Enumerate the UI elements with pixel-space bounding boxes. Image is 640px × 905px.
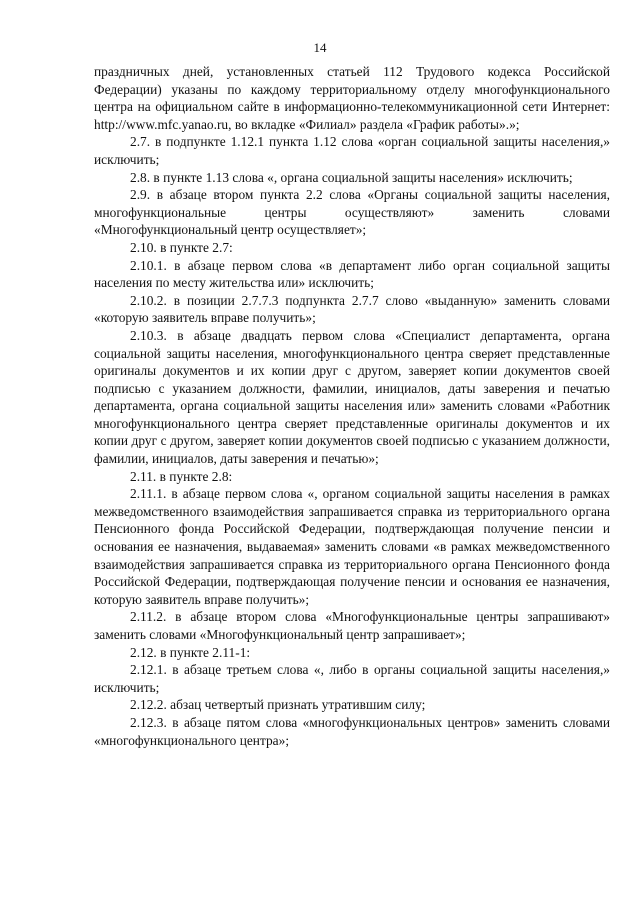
paragraph-2-11-1: 2.11.1. в абзаце первом слова «, органом социальной защиты населения в рамках межведомственного взаимодействия запрашивается справка из территориального органа Пенсионного фонда Российской Федерации, подтверждающая получение пенсии и основания ее назначения, выдаваемая» заменить словами «в рамках межведомственного взаимодействия запрашивается справка из территориального органа Пенсионного фонда Российской Федерации, подтверждающая получение пенсии и основания ее назначения, которую заявитель вправе получить»;: [94, 486, 610, 607]
paragraph-continuation: праздничных дней, установленных статьей 112 Трудового кодекса Российской Федерации) указаны по каждому территориальному отделу многофункционального центра на официальном сайте в информационно-телекоммуникационной сети Интернет: http://www.mfc.yanao.ru, во вкладке «Филиал» раздела «График работы».»;: [94, 64, 610, 132]
paragraph-2-10-3: 2.10.3. в абзаце двадцать первом слова «Специалист департамента, органа социальной защиты населения, многофункционального центра сверяет представленные оригиналы документов и их копии друг с другом, заверяет копии документов своей подписью с указанием должности, фамилии, инициалов, даты заверения и печатью департамента, органа социальной защиты населения или» заменить словами «Работник многофункционального центра сверяет представленные оригиналы документов и их копии друг с другом, заверяет копии документов своей подписью с указанием должности, фамилии, инициалов, даты заверения и печатью»;: [94, 327, 610, 467]
page-number: 14: [313, 40, 327, 55]
paragraph-2-7: 2.7. в подпункте 1.12.1 пункта 1.12 слова «орган социальной защиты населения,» исключить;: [94, 134, 610, 167]
document-body: [94, 63, 610, 749]
paragraph-2-10: 2.10. в пункте 2.7:: [130, 239, 233, 255]
paragraph-2-10-2: 2.10.2. в позиции 2.7.7.3 подпункта 2.7.7 слово «выданную» заменить словами «которую заявитель вправе получить»;: [94, 292, 610, 326]
paragraph-2-12-2: 2.12.2. абзац четвертый признать утратившим силу;: [130, 697, 426, 713]
paragraph-2-12: 2.12. в пункте 2.11-1:: [130, 644, 251, 660]
paragraph-2-10-1: 2.10.1. в абзаце первом слова «в департамент либо орган социальной защиты населения по месту жительства или» исключить;: [94, 257, 610, 291]
paragraph-2-9: 2.9. в абзаце втором пункта 2.2 слова «Органы социальной защиты населения, многофункциональные центры осуществляют» заменить словами «Многофункциональный центр осуществляет»;: [94, 187, 610, 238]
paragraph-2-12-1: 2.12.1. в абзаце третьем слова «, либо в органы социальной защиты населения,» исключить;: [94, 662, 610, 695]
paragraph-2-11-2: 2.11.2. в абзаце втором слова «Многофункциональные центры запрашивают» заменить словами «Многофункциональный центр запрашивает»;: [94, 609, 610, 642]
paragraph-2-8: 2.8. в пункте 1.13 слова «, органа социальной защиты населения» исключить;: [130, 169, 573, 185]
paragraph-2-12-3: 2.12.3. в абзаце пятом слова «многофункциональных центров» заменить словами «многофункционального центра»;: [94, 714, 610, 748]
paragraph-2-11: 2.11. в пункте 2.8:: [130, 468, 233, 484]
